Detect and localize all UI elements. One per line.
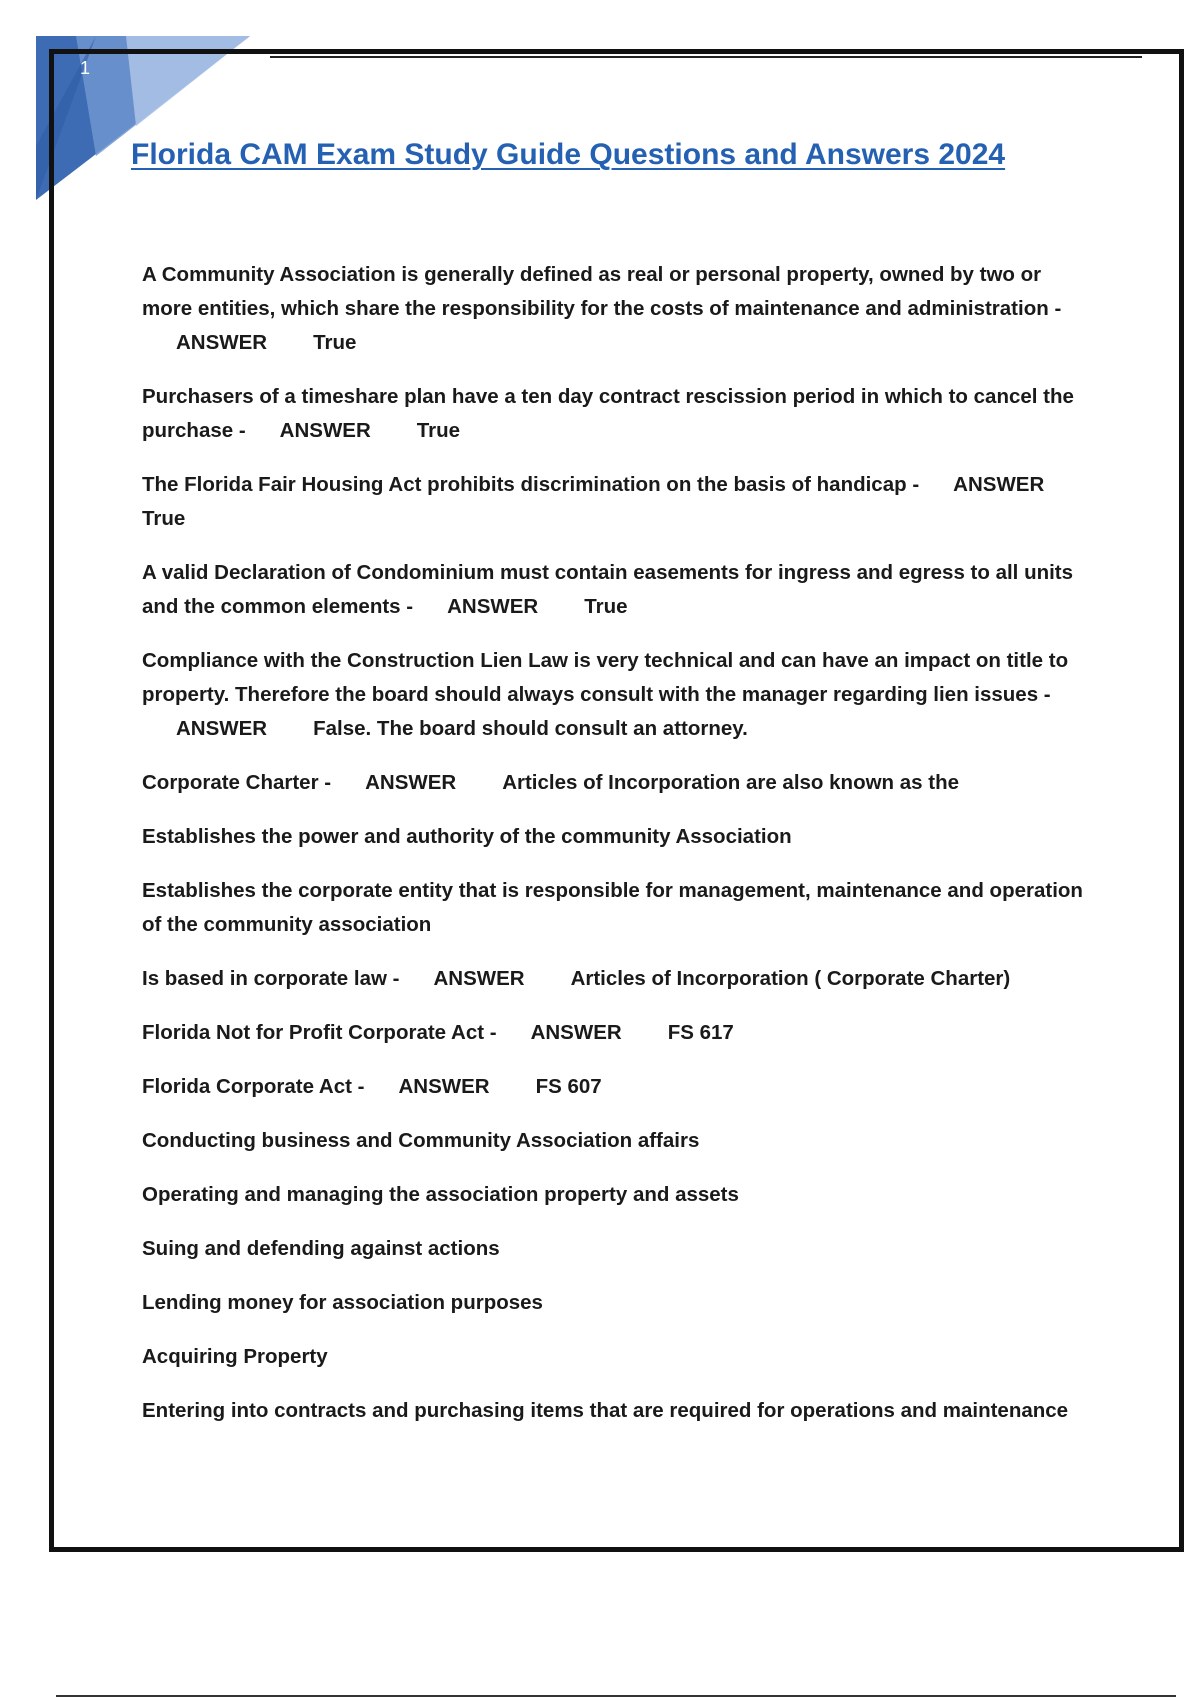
- qa-question: Is based in corporate law -: [142, 967, 400, 990]
- qa-text: Conducting business and Community Association affairs: [142, 1129, 700, 1152]
- qa-question: A valid Declaration of Condominium must contain easements for ingress and egress to all units and the common elements -: [142, 561, 1074, 618]
- qa-question: Corporate Charter -: [142, 771, 332, 794]
- qa-answer: Articles of Incorporation ( Corporate Charter): [570, 967, 1011, 990]
- qa-item: [142, 556, 1092, 624]
- top-rule: [270, 56, 1142, 58]
- qa-question: Florida Corporate Act -: [142, 1075, 365, 1098]
- qa-item: [142, 258, 1092, 360]
- qa-text: Suing and defending against actions: [142, 1237, 500, 1260]
- answer-label: ANSWER: [176, 331, 268, 354]
- qa-answer: FS 617: [667, 1021, 734, 1044]
- qa-question: The Florida Fair Housing Act prohibits discrimination on the basis of handicap -: [142, 473, 920, 496]
- answer-label: ANSWER: [953, 473, 1045, 496]
- answer-label: ANSWER: [365, 771, 457, 794]
- qa-question: A Community Association is generally defined as real or personal property, owned by two or more entities, which share the responsibility for the costs of maintenance and administration -: [142, 263, 1062, 320]
- answer-label: ANSWER: [176, 717, 268, 740]
- qa-item: [142, 380, 1092, 448]
- qa-item: [142, 468, 1092, 536]
- page-number: 1: [80, 58, 91, 78]
- qa-question: Purchasers of a timeshare plan have a ten day contract rescission period in which to cancel the purchase -: [142, 385, 1074, 442]
- answer-label: ANSWER: [279, 419, 371, 442]
- qa-answer: True: [584, 595, 628, 618]
- answer-label: ANSWER: [433, 967, 525, 990]
- bottom-rule: [56, 1695, 1176, 1697]
- qa-text: Lending money for association purposes: [142, 1291, 543, 1314]
- qa-answer: Articles of Incorporation are also known as the: [502, 771, 959, 794]
- qa-item: [142, 962, 1092, 996]
- qa-answer: True: [416, 419, 461, 442]
- qa-text: Establishes the corporate entity that is responsible for management, maintenance and operation of the community association: [142, 879, 1083, 936]
- qa-item: [142, 766, 1092, 800]
- qa-list: [142, 258, 1092, 1448]
- qa-text: Operating and managing the association property and assets: [142, 1183, 739, 1206]
- qa-text: Acquiring Property: [142, 1345, 328, 1368]
- qa-question: Florida Not for Profit Corporate Act -: [142, 1021, 497, 1044]
- document-title: Florida CAM Exam Study Guide Questions and Answers 2024: [131, 138, 1006, 171]
- qa-question: Compliance with the Construction Lien Law is very technical and can have an impact on title to property. Therefore the board should always consult with the manager regarding lien issues -: [142, 649, 1069, 706]
- qa-text: Entering into contracts and purchasing items that are required for operations and maintenance: [142, 1399, 1069, 1422]
- answer-label: ANSWER: [447, 595, 539, 618]
- answer-label: ANSWER: [398, 1075, 490, 1098]
- qa-answer: False. The board should consult an attorney.: [313, 717, 748, 740]
- qa-answer: FS 607: [535, 1075, 602, 1098]
- qa-answer: True: [142, 507, 186, 530]
- qa-item: [142, 1016, 1092, 1050]
- qa-item: [142, 1070, 1092, 1104]
- answer-label: ANSWER: [530, 1021, 622, 1044]
- qa-text: Establishes the power and authority of the community Association: [142, 825, 792, 848]
- qa-answer: True: [313, 331, 357, 354]
- qa-item: [142, 644, 1092, 746]
